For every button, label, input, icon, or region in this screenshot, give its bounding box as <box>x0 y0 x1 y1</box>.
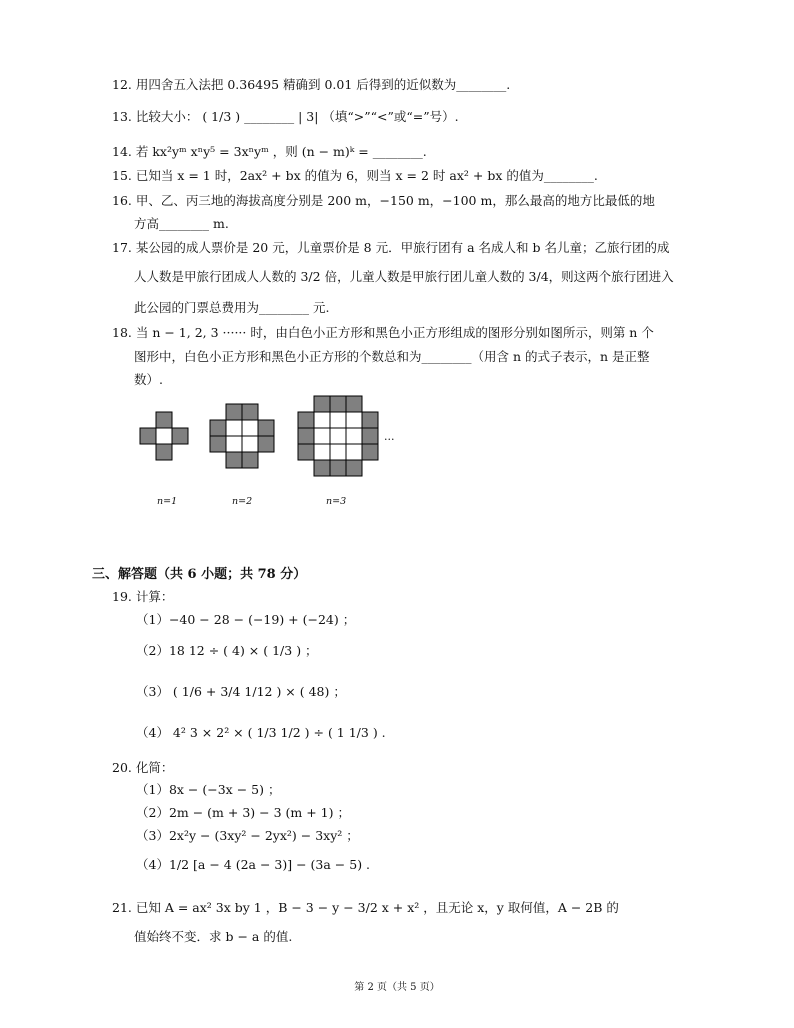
gray-square <box>298 412 314 428</box>
gray-square <box>258 436 274 452</box>
square-pattern-svg <box>130 395 390 480</box>
gray-square <box>242 452 258 468</box>
question-21-line1: 21. 已知 A = ax² 3x by 1 ，B − 3 − y − 3/2 x + x² ，且无论 x，y 取何值，A − 2B 的 <box>112 900 619 915</box>
question-20: 20. 化简： <box>112 760 174 775</box>
gray-square <box>362 428 378 444</box>
section-3-title: 三、解答题（共 6 小题；共 78 分） <box>92 567 307 582</box>
gray-square <box>242 404 258 420</box>
question-18-line1: 18. 当 n − 1, 2, 3 ······ 时，由白色小正方形和黑色小正方形组成的图形分别如图所示，则第 n 个 <box>112 325 654 340</box>
white-square <box>226 420 242 436</box>
figure-label-n1: n=1 <box>157 496 178 507</box>
gray-square <box>362 444 378 460</box>
q19-item-3: （3） ( 1/6 + 3/4 1/12 ) × ( 48) ； <box>136 684 346 699</box>
gray-square <box>258 420 274 436</box>
gray-square <box>330 396 346 412</box>
question-17-line1: 17. 某公园的成人票价是 20 元，儿童票价是 8 元．甲旅行团有 a 名成人和 b 名儿童；乙旅行团的成 <box>112 240 670 255</box>
white-square <box>156 428 172 444</box>
gray-square <box>362 412 378 428</box>
question-12: 12. 用四舍五入法把 0.36495 精确到 0.01 后得到的近似数为________. <box>112 77 511 92</box>
gray-square <box>346 460 362 476</box>
question-17-line2: 人人数是甲旅行团成人人数的 3/2 倍，儿童人数是甲旅行团儿童人数的 3/4，则这两个旅行团进入 <box>134 269 674 284</box>
q19-item-2: （2）18 12 ÷ ( 4) × ( 1/3 ) ； <box>136 643 318 658</box>
white-square <box>330 444 346 460</box>
gray-square <box>140 428 156 444</box>
gray-square <box>314 460 330 476</box>
question-14: 14. 若 kx²yᵐ xⁿy⁵ = 3xⁿyᵐ ，则 (n − m)ᵏ = ________. <box>112 144 427 159</box>
gray-square <box>226 404 242 420</box>
white-square <box>346 444 362 460</box>
q19-item-4: （4） 4² 3 × 2² × ( 1/3 1/2 ) ÷ ( 1 1/3 ) . <box>136 725 386 740</box>
gray-square <box>210 420 226 436</box>
question-19: 19. 计算： <box>112 589 174 604</box>
question-16-line1: 16. 甲、乙、丙三地的海拔高度分别是 200 m，−150 m，−100 m，那么最高的地方比最低的地 <box>112 193 655 208</box>
gray-square <box>156 412 172 428</box>
white-square <box>346 412 362 428</box>
pattern-group <box>140 396 378 476</box>
question-16-line2: 方高________ m. <box>134 216 229 231</box>
white-square <box>314 444 330 460</box>
q20-item-4: （4）1/2 [a − 4 (2a − 3)] − (3a − 5) . <box>136 857 371 872</box>
page-footer: 第 2 页（共 5 页） <box>354 982 440 993</box>
white-square <box>314 412 330 428</box>
white-square <box>242 420 258 436</box>
question-21-line2: 值始终不变．求 b − a 的值. <box>134 929 293 944</box>
q19-item-1: （1）−40 − 28 − (−19) + (−24) ； <box>136 612 356 627</box>
gray-square <box>210 436 226 452</box>
white-square <box>242 436 258 452</box>
white-square <box>314 428 330 444</box>
question-15: 15. 已知当 x = 1 时，2ax² + bx 的值为 6，则当 x = 2 时 ax² + bx 的值为________. <box>112 168 598 183</box>
gray-square <box>298 428 314 444</box>
question-17-line3: 此公园的门票总费用为________ 元. <box>134 300 330 315</box>
white-square <box>330 428 346 444</box>
gray-square <box>156 444 172 460</box>
square-pattern-figure <box>130 395 390 484</box>
q20-item-3: （3）2x²y − (3xy² − 2yx²) − 3xy² ； <box>136 828 359 843</box>
question-13: 13. 比较大小： ( 1/3 ) ________ | 3| （填“>”“<”或“=”号）. <box>112 109 459 124</box>
gray-square <box>298 444 314 460</box>
q20-item-1: （1）8x − (−3x − 5) ； <box>136 782 281 797</box>
ellipsis: ... <box>384 430 395 443</box>
gray-square <box>330 460 346 476</box>
gray-square <box>172 428 188 444</box>
figure-label-n2: n=2 <box>232 496 253 507</box>
question-18-line2: 图形中，白色小正方形和黑色小正方形的个数总和为________（用含 n 的式子表示，n 是正整 <box>134 349 650 364</box>
gray-square <box>226 452 242 468</box>
figure-label-n3: n=3 <box>326 496 347 507</box>
gray-square <box>314 396 330 412</box>
q20-item-2: （2）2m − (m + 3) − 3 (m + 1) ； <box>136 805 350 820</box>
white-square <box>346 428 362 444</box>
question-18-line3: 数）. <box>134 372 163 387</box>
white-square <box>226 436 242 452</box>
white-square <box>330 412 346 428</box>
gray-square <box>346 396 362 412</box>
